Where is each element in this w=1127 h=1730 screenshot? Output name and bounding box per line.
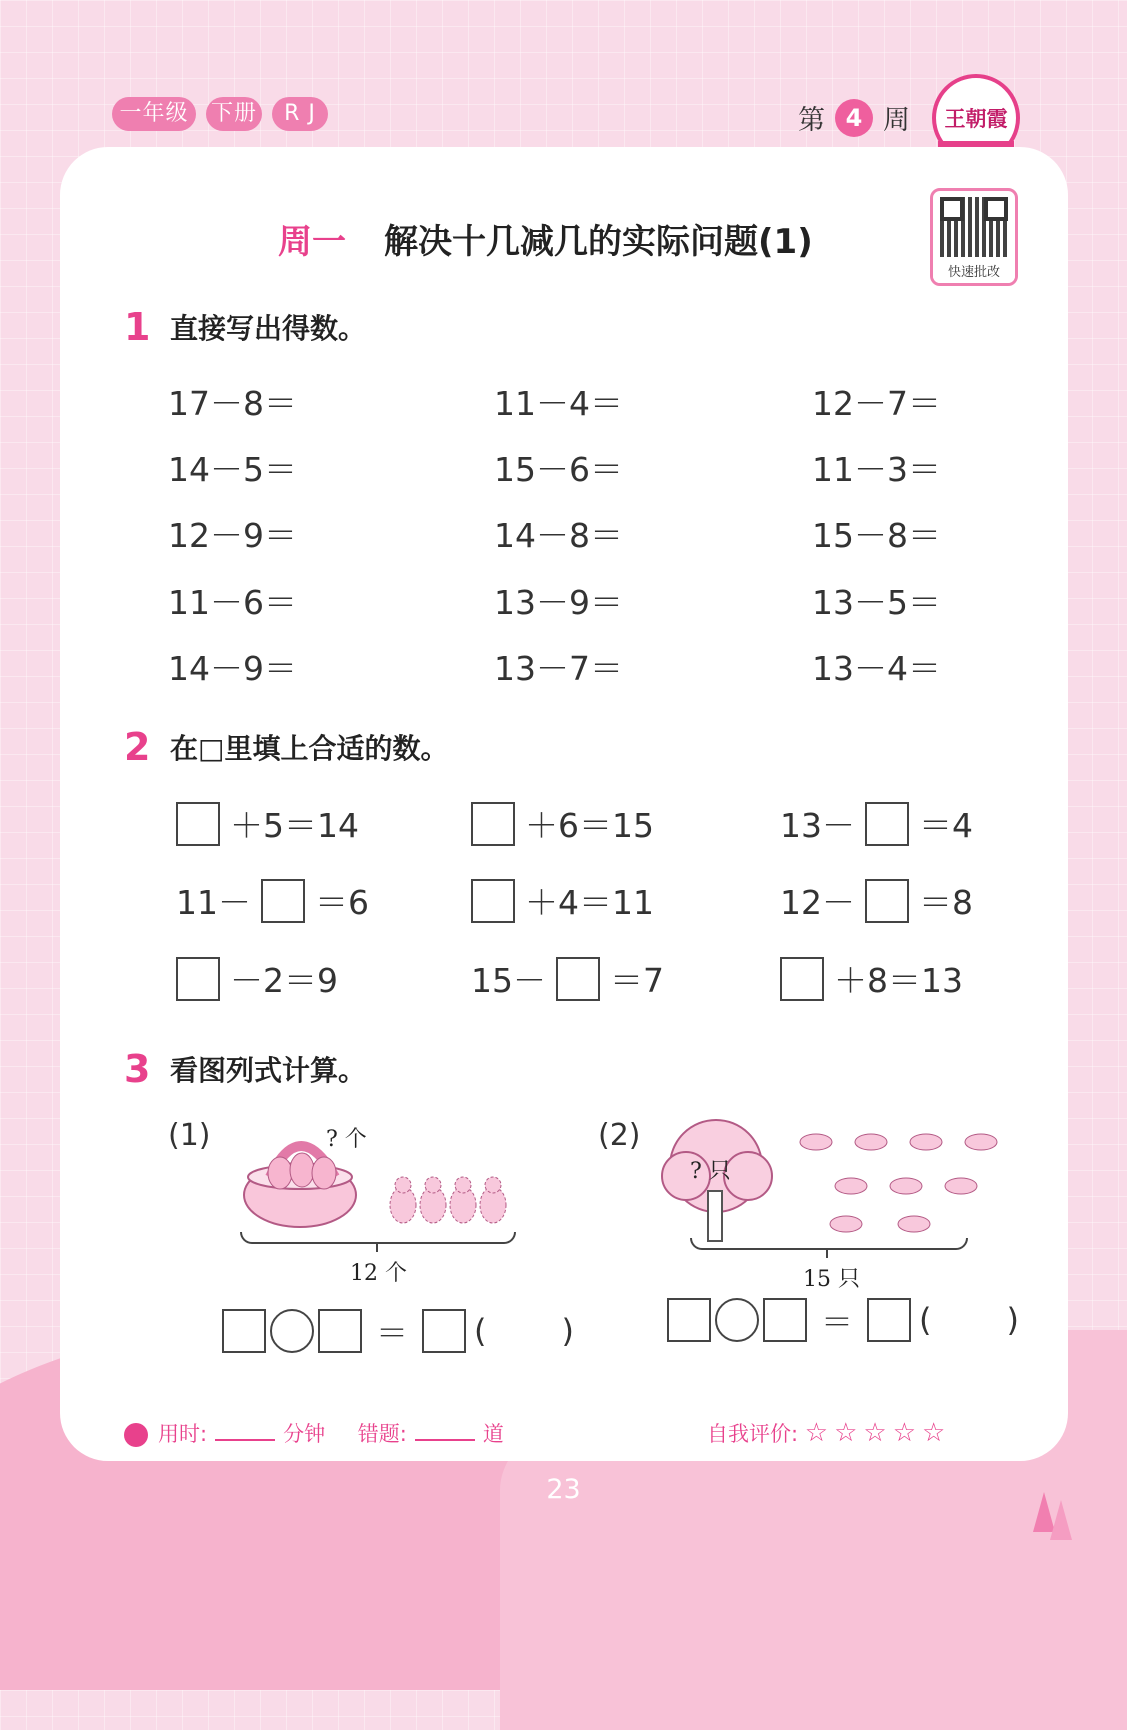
problem-text: 11－6＝ xyxy=(168,583,297,622)
problem-suffix: ＝8 xyxy=(919,883,973,922)
equals-sign: ＝ xyxy=(376,1314,409,1352)
problem-2-9 xyxy=(780,955,963,1002)
problem-text: 17－8＝ xyxy=(168,384,297,423)
week-suffix: 周 xyxy=(883,105,910,136)
errors-input[interactable] xyxy=(415,1439,475,1441)
problem-text: 14－9＝ xyxy=(168,649,297,688)
problem-1-3 xyxy=(812,378,941,425)
problem-text: 13－4＝ xyxy=(812,649,941,688)
answer-box[interactable] xyxy=(763,1298,807,1342)
volume-pill: 下册 xyxy=(206,97,262,131)
page-title xyxy=(278,214,813,263)
problem-1-1 xyxy=(168,378,297,425)
problem-text: 12－7＝ xyxy=(812,384,941,423)
part-2-label: (2) xyxy=(598,1118,641,1153)
self-evaluation xyxy=(707,1418,951,1448)
problem-1-10 xyxy=(168,577,297,624)
paren-close: ) xyxy=(1006,1301,1020,1339)
week-indicator xyxy=(798,98,910,137)
section-title: 看图列式计算。 xyxy=(170,1054,367,1087)
problem-2-3 xyxy=(780,800,973,847)
unit-blank[interactable] xyxy=(474,1312,574,1350)
section-3-heading xyxy=(124,1047,366,1091)
answer-box[interactable] xyxy=(222,1309,266,1353)
problem-1-4 xyxy=(168,444,297,491)
section-number: 3 xyxy=(124,1047,151,1091)
problem-1-14 xyxy=(494,643,623,690)
problem-text: 11－4＝ xyxy=(494,384,623,423)
problem-suffix: ＋8＝13 xyxy=(834,961,963,1000)
problem-prefix: 13－ xyxy=(780,806,855,845)
part-2-question: ? 只 xyxy=(690,1159,731,1184)
week-prefix: 第 xyxy=(798,105,825,136)
paren-close: ) xyxy=(561,1312,575,1350)
problem-2-7 xyxy=(176,955,338,1002)
problem-2-8 xyxy=(471,955,664,1002)
grade-pill: 一年级 xyxy=(112,97,196,131)
problem-2-2 xyxy=(471,800,654,847)
operator-circle[interactable] xyxy=(270,1309,314,1353)
fill-in-box[interactable] xyxy=(780,957,824,1001)
answer-box[interactable] xyxy=(318,1309,362,1353)
part-1-answer-row xyxy=(220,1308,574,1354)
unit-blank[interactable] xyxy=(919,1301,1019,1339)
problem-prefix: 15－ xyxy=(471,961,546,1000)
problem-text: 15－6＝ xyxy=(494,450,623,489)
self-eval-label: 自我评价: xyxy=(707,1422,799,1446)
title-topic: 解决十几减几的实际问题(1) xyxy=(384,222,813,262)
part-2-brace xyxy=(690,1238,968,1250)
problem-1-11 xyxy=(494,577,623,624)
problem-1-6 xyxy=(812,444,941,491)
problem-1-8 xyxy=(494,510,623,557)
section-1-heading xyxy=(124,305,366,349)
problem-suffix: ＝4 xyxy=(919,806,973,845)
time-unit: 分钟 xyxy=(283,1422,326,1446)
equals-sign: ＝ xyxy=(821,1303,854,1341)
qr-caption: 快速批改 xyxy=(933,263,1015,283)
title-day: 周一 xyxy=(278,222,346,262)
problem-suffix: －2＝9 xyxy=(230,961,338,1000)
edition-pill: R J xyxy=(272,97,328,131)
week-number: 4 xyxy=(835,99,873,137)
section-2-heading xyxy=(124,725,448,769)
problem-text: 11－3＝ xyxy=(812,450,941,489)
problem-text: 15－8＝ xyxy=(812,516,941,555)
problem-suffix: ＝6 xyxy=(315,883,369,922)
footer-stats xyxy=(124,1418,504,1448)
fill-in-box[interactable] xyxy=(471,802,515,846)
paren-open: ( xyxy=(919,1301,932,1339)
errors-label: 错题: xyxy=(357,1422,407,1446)
fill-in-box[interactable] xyxy=(556,957,600,1001)
problem-2-6 xyxy=(780,877,973,924)
problem-text: 14－5＝ xyxy=(168,450,297,489)
pear-basket-illustration xyxy=(240,1125,520,1235)
section-number: 1 xyxy=(124,305,151,349)
problem-2-4 xyxy=(176,877,369,924)
problem-2-5 xyxy=(471,877,654,924)
problem-text: 12－9＝ xyxy=(168,516,297,555)
problem-suffix: ＋4＝11 xyxy=(525,883,654,922)
arrow-up-icon xyxy=(1050,1500,1072,1540)
section-title: 在□里填上合适的数。 xyxy=(170,732,449,765)
section-title: 直接写出得数。 xyxy=(170,312,367,345)
problem-suffix: ＝7 xyxy=(610,961,664,1000)
stopwatch-icon xyxy=(124,1423,148,1447)
fill-in-box[interactable] xyxy=(176,802,220,846)
qr-code[interactable] xyxy=(930,188,1018,286)
fill-in-box[interactable] xyxy=(471,879,515,923)
part-2-answer-row xyxy=(665,1297,1019,1343)
qr-code-icon xyxy=(940,197,1008,257)
problem-text: 14－8＝ xyxy=(494,516,623,555)
fill-in-box[interactable] xyxy=(865,879,909,923)
problem-1-7 xyxy=(168,510,297,557)
section-number: 2 xyxy=(124,725,151,769)
paren-open: ( xyxy=(474,1312,487,1350)
problem-suffix: ＋5＝14 xyxy=(230,806,359,845)
result-box[interactable] xyxy=(422,1309,466,1353)
problem-1-2 xyxy=(494,378,623,425)
problem-1-9 xyxy=(812,510,941,557)
problem-text: 13－5＝ xyxy=(812,583,941,622)
part-1-brace-tip xyxy=(376,1244,378,1252)
part-2-brace-tip xyxy=(826,1250,828,1258)
problem-prefix: 12－ xyxy=(780,883,855,922)
problem-prefix: 11－ xyxy=(176,883,251,922)
part-1-brace xyxy=(240,1232,516,1244)
rating-stars[interactable]: ☆☆☆☆☆ xyxy=(804,1418,952,1448)
part-2-total: 15 只 xyxy=(803,1267,860,1292)
fill-in-box[interactable] xyxy=(865,802,909,846)
errors-unit: 道 xyxy=(482,1422,504,1446)
answer-box[interactable] xyxy=(667,1298,711,1342)
problem-text: 13－7＝ xyxy=(494,649,623,688)
brand-name: 王朝霞 xyxy=(944,106,1008,131)
problem-2-1 xyxy=(176,800,359,847)
time-label: 用时: xyxy=(158,1422,208,1446)
time-input[interactable] xyxy=(215,1439,275,1441)
problem-1-13 xyxy=(168,643,297,690)
result-box[interactable] xyxy=(867,1298,911,1342)
part-1-question: ? 个 xyxy=(326,1127,367,1152)
problem-text: 13－9＝ xyxy=(494,583,623,622)
fill-in-box[interactable] xyxy=(176,957,220,1001)
page-number: 23 xyxy=(546,1474,581,1505)
operator-circle[interactable] xyxy=(715,1298,759,1342)
fill-in-box[interactable] xyxy=(261,879,305,923)
problem-1-15 xyxy=(812,643,941,690)
problem-1-5 xyxy=(494,444,623,491)
part-1-label: (1) xyxy=(168,1118,211,1153)
problem-suffix: ＋6＝15 xyxy=(525,806,654,845)
part-1-total: 12 个 xyxy=(350,1261,407,1286)
problem-1-12 xyxy=(812,577,941,624)
